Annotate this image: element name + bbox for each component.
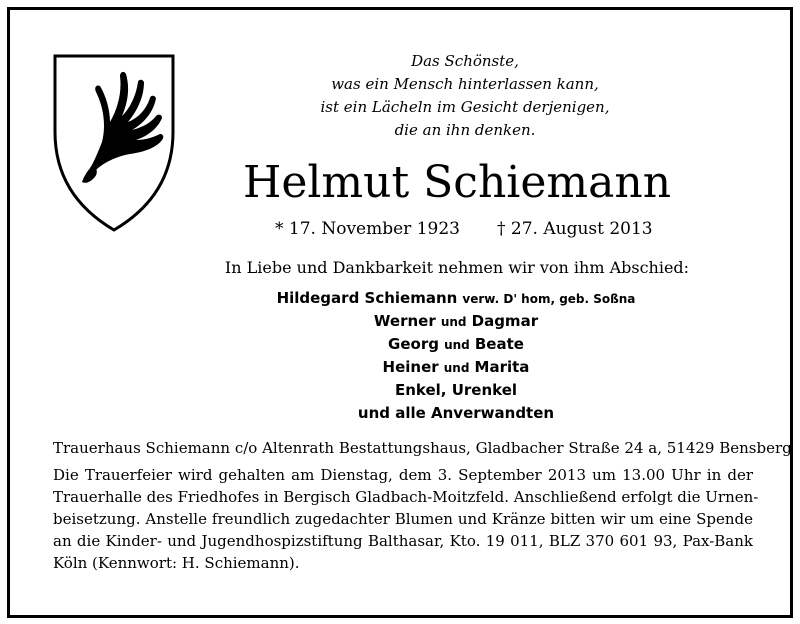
service-line: beisetzung. Anstelle freundlich zugedachter Blumen und Kränze bitten wir um eine Spende [53,510,753,528]
quote-line: was ein Mensch hinterlassen kann, [331,75,599,93]
mourner-row [240,332,672,355]
deceased-name: Helmut Schiemann [242,157,672,208]
antler-shield-icon [52,52,176,234]
mourner-name: Dagmar [471,312,539,330]
mourner-name: Marita [474,358,530,376]
mourner-row [240,309,672,332]
mourner-name: Heiner [382,358,439,376]
farewell-intro: In Liebe und Dankbarkeit nehmen wir von ihm Abschied: [224,258,690,277]
service-line: Die Trauerfeier wird gehalten am Dienstag, dem 3. September 2013 um 13.00 Uhr in der [53,466,753,484]
mourner-conjunction: und [444,338,470,352]
birth-date: * 17. November 1923 [275,219,460,239]
death-date: † 27. August 2013 [497,219,653,239]
quote-line: ist ein Lächeln im Gesicht derjenigen, [320,98,610,116]
mourner-name: Werner [373,312,436,330]
service-line: Köln (Kennwort: H. Schiemann). [53,554,300,572]
mourner-name: Georg [388,335,439,353]
mourner-conjunction: und [440,315,467,329]
memorial-quote [300,50,630,142]
mourner-row [240,401,672,424]
mourner-name: und alle Anverwandten [357,404,555,422]
quote-line: Das Schönste, [411,52,519,70]
mourner-name: Enkel, Urenkel [394,381,518,399]
mourners-list [240,286,672,424]
service-line: Trauerhalle des Friedhofes in Bergisch Gladbach-Moitzfeld. Anschließend erfolgt die Urnen- [53,488,759,506]
mourner-conjunction: und [443,361,470,375]
mourning-house-address: Trauerhaus Schiemann c/o Altenrath Bestattungshaus, Gladbacher Straße 24 a, 51429 Bensberg [53,439,792,457]
service-details [53,464,759,574]
mourner-row [240,286,672,309]
mourner-name: Beate [474,335,524,353]
mourner-row [240,355,672,378]
quote-line: die an ihn denken. [394,121,536,139]
mourner-row [240,378,672,401]
mourner-note: verw. D' hom, geb. Soßna [462,292,636,306]
service-line: an die Kinder- und Jugendhospizstiftung Balthasar, Kto. 19 011, BLZ 370 601 93, Pax-Bank [53,532,753,550]
mourner-name: Hildegard Schiemann [276,289,458,307]
